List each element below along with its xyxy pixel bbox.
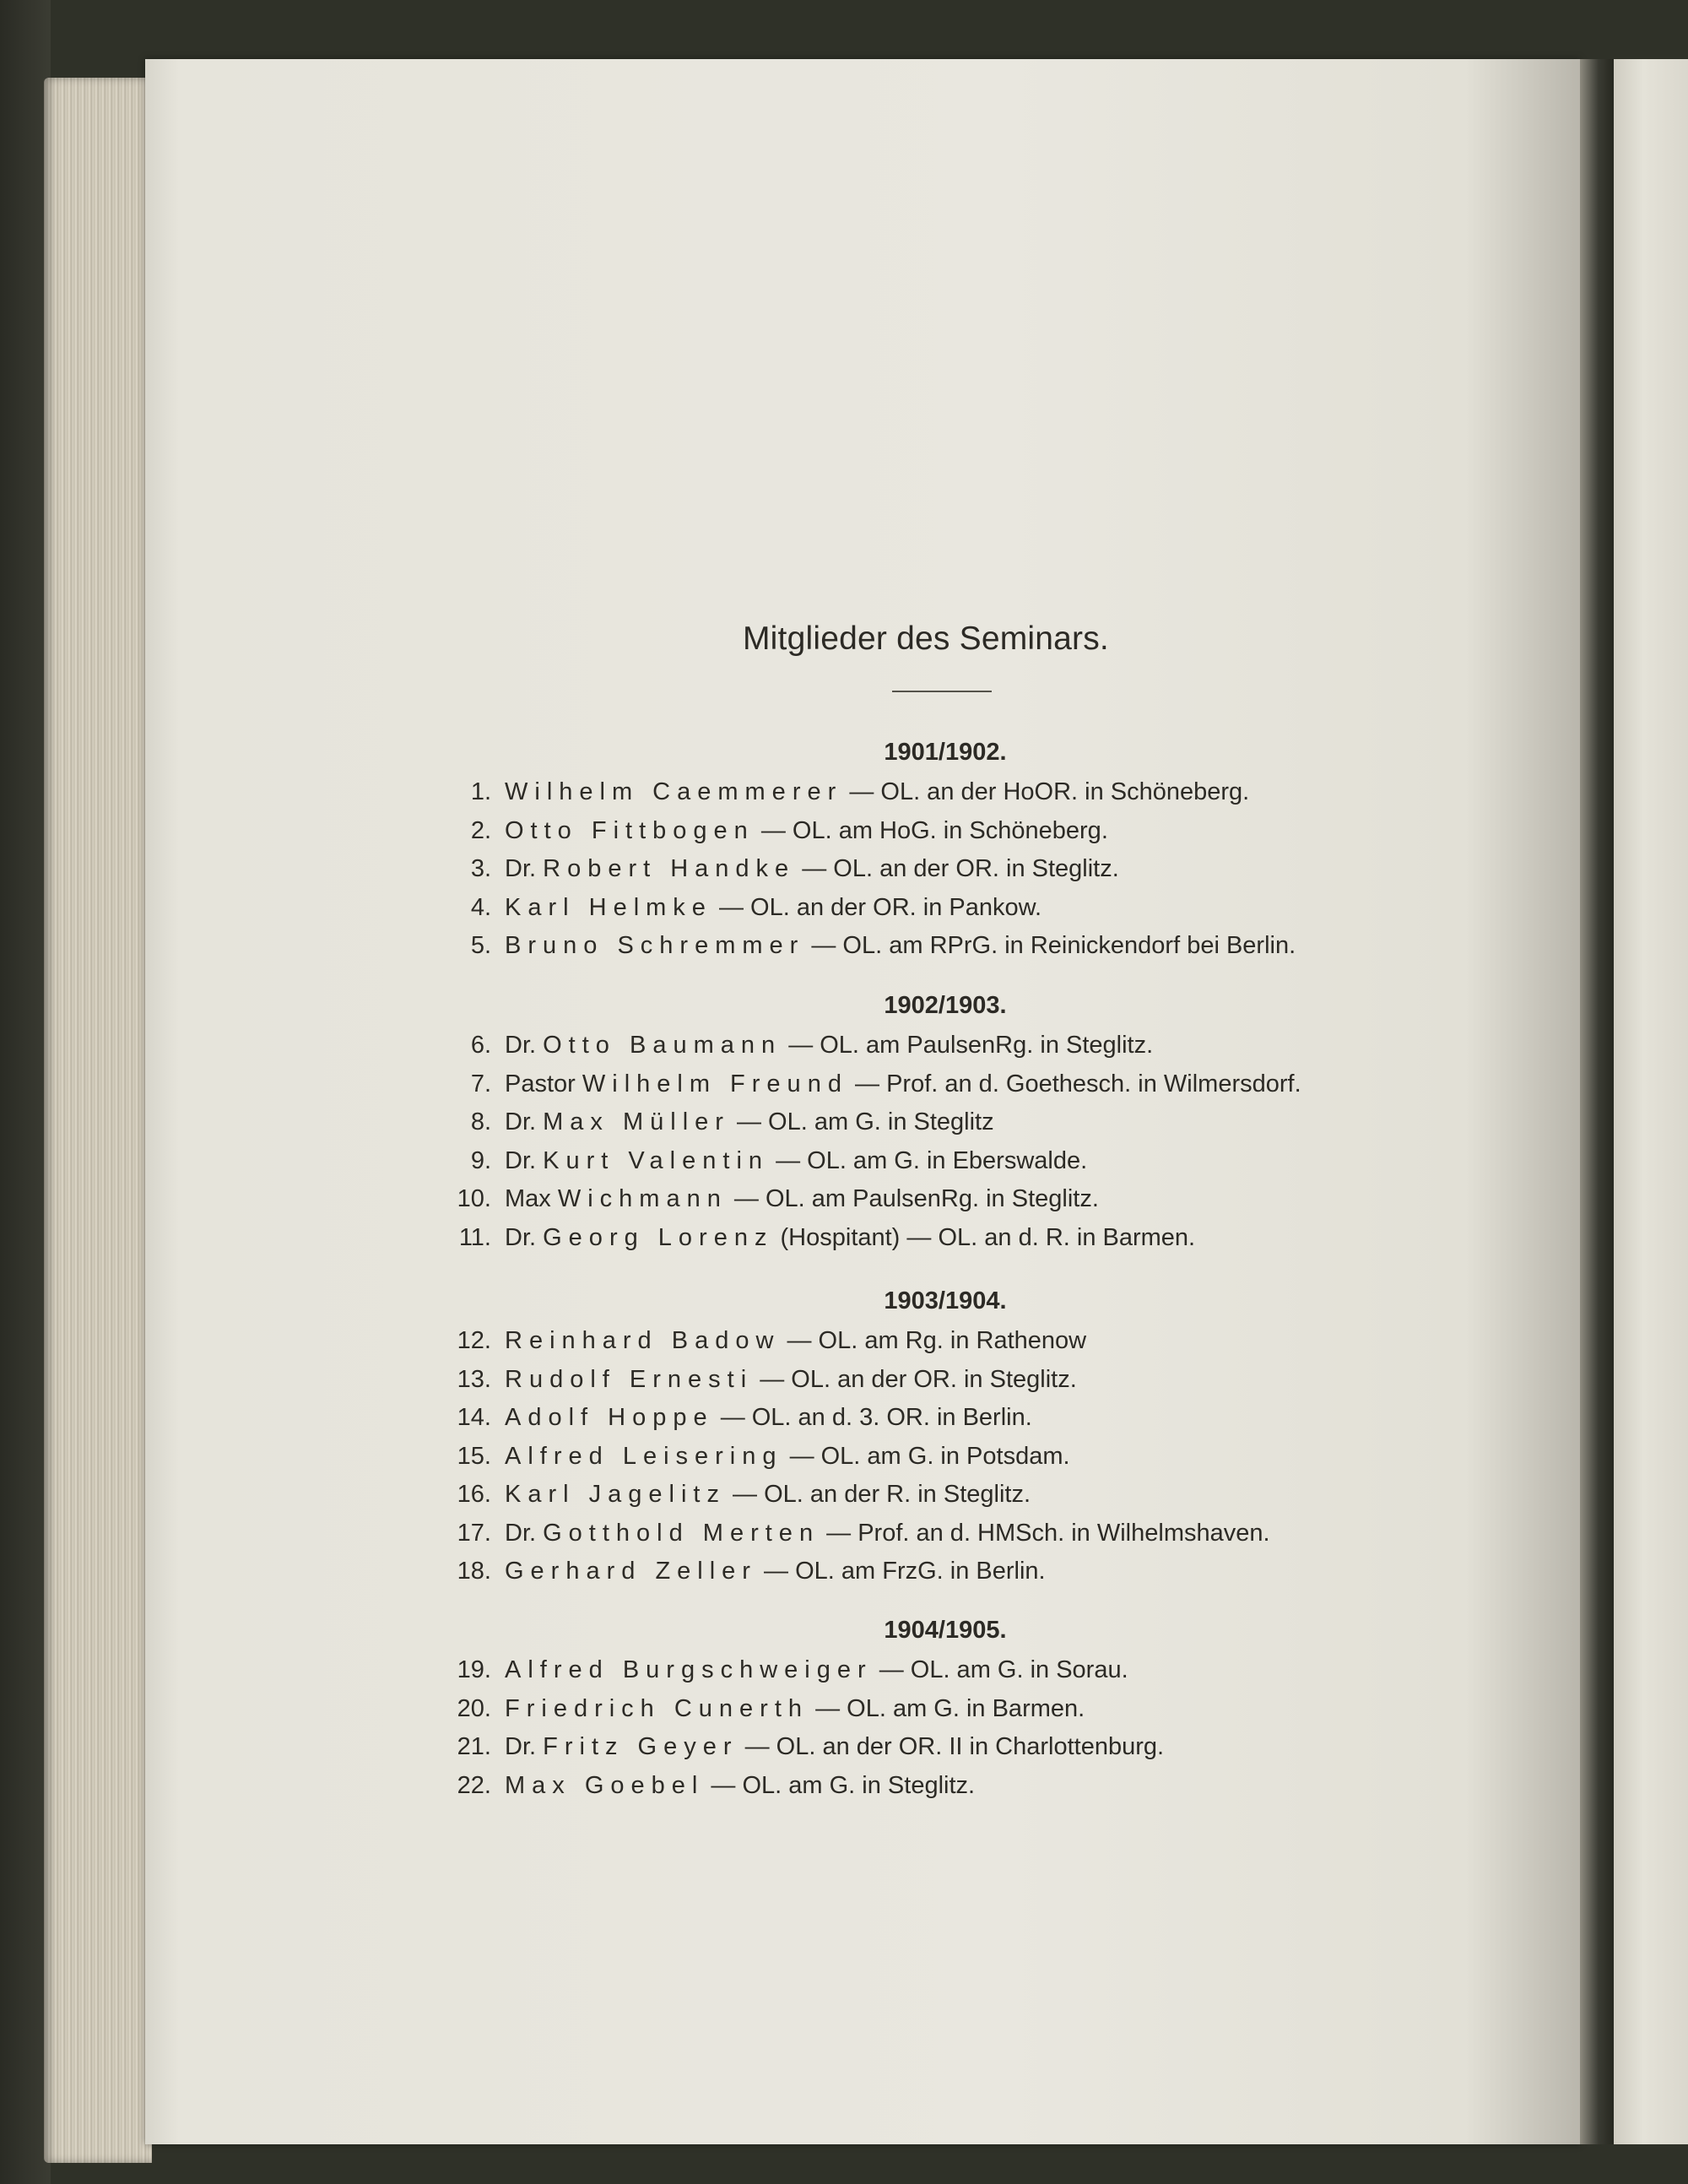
entry-number: 22. (457, 1771, 491, 1799)
entry-name: Otto Baumann (543, 1032, 782, 1059)
entry-detail: — OL. an der OR. in Steglitz. (802, 855, 1119, 882)
entry-name: Rudolf Ernesti (505, 1365, 754, 1393)
section-year: 1902/1903. (884, 992, 1007, 1019)
member-entry (447, 855, 1119, 889)
entry-number: 3. (470, 855, 491, 882)
entry-number: 6. (470, 1032, 491, 1059)
section-year: 1901/1902. (884, 739, 1007, 766)
entry-prefix: Max (505, 1185, 551, 1212)
member-entry (447, 1443, 1070, 1477)
entry-prefix: Dr. (505, 1032, 537, 1059)
entry-number: 15. (457, 1442, 491, 1470)
entry-number: 13. (457, 1365, 491, 1393)
entry-prefix: Dr. (505, 1108, 537, 1135)
entry-detail: — OL. am PaulsenRg. in Steglitz. (733, 1185, 1099, 1212)
page-title: Mitglieder des Seminars. (743, 621, 1109, 657)
entry-detail: — OL. am RPrG. in Reinickendorf bei Berlin. (811, 932, 1296, 959)
member-entry (447, 817, 1108, 851)
entry-detail: — OL. am G. in Steglitz (737, 1108, 994, 1135)
entry-number: 5. (470, 932, 491, 959)
entry-name: Wilhelm Freund (582, 1070, 848, 1097)
entry-name: Robert Handke (543, 855, 796, 882)
entry-number: 8. (470, 1108, 491, 1135)
member-entry (447, 1327, 1086, 1361)
entry-number: 2. (470, 816, 491, 844)
member-entry (447, 1695, 1085, 1729)
entry-number: 4. (470, 893, 491, 921)
entry-number: 12. (457, 1327, 491, 1354)
member-entry (447, 1224, 1195, 1258)
member-entry (447, 1733, 1164, 1767)
entry-number: 16. (457, 1481, 491, 1508)
entry-number: 1. (470, 778, 491, 805)
member-entry (447, 1558, 1046, 1591)
entry-detail: — OL. an der OR. in Steglitz. (760, 1365, 1077, 1393)
entry-number: 9. (470, 1146, 491, 1174)
entry-prefix: Dr. (505, 1733, 537, 1760)
entry-detail: — OL. am Rg. in Rathenow (787, 1327, 1087, 1354)
section-year: 1903/1904. (884, 1287, 1007, 1314)
entry-number: 11. (458, 1223, 491, 1251)
member-entry (447, 894, 1041, 928)
entry-name: Reinhard Badow (505, 1327, 781, 1354)
entry-detail: — OL. an der OR. in Pankow. (719, 893, 1042, 921)
entry-name: Bruno Schremmer (505, 932, 805, 959)
entry-prefix: Dr. (505, 1146, 537, 1174)
entry-number: 21. (457, 1733, 491, 1760)
entry-name: Adolf Hoppe (505, 1404, 714, 1431)
entry-name: Max Müller (543, 1108, 730, 1135)
entry-name: Karl Helmke (505, 893, 712, 921)
entry-prefix: Dr. (505, 1519, 537, 1547)
entry-name: Gerhard Zeller (505, 1558, 757, 1585)
entry-number: 10. (457, 1185, 491, 1212)
member-entry (447, 1185, 1099, 1219)
entry-name: Alfred Burgschweiger (505, 1656, 873, 1683)
entry-detail: — OL. an d. 3. OR. in Berlin. (720, 1404, 1032, 1431)
title-rule (892, 691, 992, 692)
entry-detail: — Prof. an d. Goethesch. in Wilmersdorf. (855, 1070, 1301, 1097)
entry-number: 7. (470, 1070, 491, 1097)
entry-detail: — OL. an der R. in Steglitz. (733, 1481, 1031, 1508)
member-entry (447, 1147, 1087, 1181)
entry-detail: — OL. am HoG. in Schöneberg. (760, 816, 1108, 844)
entry-detail: — OL. am G. in Eberswalde. (776, 1146, 1088, 1174)
entry-name: Georg Lorenz (543, 1223, 774, 1251)
entry-detail: — Prof. an d. HMSch. in Wilhelmshaven. (826, 1519, 1270, 1547)
entry-number: 20. (457, 1694, 491, 1722)
entry-name: Wilhelm Caemmerer (505, 778, 843, 805)
entry-number: 17. (457, 1519, 491, 1547)
entry-prefix: Dr. (505, 855, 537, 882)
entry-detail: — OL. am G. in Sorau. (879, 1656, 1128, 1683)
entry-detail: — OL. am PaulsenRg. in Steglitz. (788, 1032, 1154, 1059)
member-entry (447, 1656, 1128, 1690)
entry-name: Friedrich Cunerth (505, 1694, 809, 1722)
entry-name: Karl Jagelitz (505, 1481, 726, 1508)
entry-prefix: Pastor (505, 1070, 576, 1097)
entry-suffix: (Hospitant) (780, 1223, 901, 1251)
entry-detail: — OL. am G. in Steglitz. (711, 1771, 976, 1799)
entry-name: Max Goebel (505, 1771, 705, 1799)
entry-prefix: Dr. (505, 1223, 537, 1251)
entry-name: Wichmann (557, 1185, 728, 1212)
member-entry (447, 1772, 975, 1806)
member-entry (447, 778, 1249, 812)
entry-name: Otto Fittbogen (505, 816, 755, 844)
member-entry (447, 1108, 994, 1142)
member-entry (447, 1481, 1031, 1515)
member-entry (447, 1520, 1270, 1553)
entry-detail: — OL. am G. in Potsdam. (789, 1442, 1070, 1470)
entry-number: 14. (457, 1404, 491, 1431)
entry-detail: — OL. am G. in Barmen. (815, 1694, 1085, 1722)
entry-number: 18. (457, 1558, 491, 1585)
member-entry (447, 1366, 1077, 1400)
entry-name: Gotthold Merten (543, 1519, 820, 1547)
member-entry (447, 932, 1296, 966)
entry-detail: — OL. an der OR. II in Charlottenburg. (744, 1733, 1165, 1760)
entry-detail: — OL. am FrzG. in Berlin. (764, 1558, 1046, 1585)
entry-detail: — OL. an der HoOR. in Schöneberg. (849, 778, 1250, 805)
entry-name: Fritz Geyer (543, 1733, 738, 1760)
member-entry (447, 1032, 1153, 1065)
entry-number: 19. (457, 1656, 491, 1683)
entry-name: Kurt Valentin (543, 1146, 770, 1174)
member-entry (447, 1070, 1301, 1104)
member-entry (447, 1404, 1032, 1438)
entry-detail: — OL. an d. R. in Barmen. (906, 1223, 1196, 1251)
entry-name: Alfred Leisering (505, 1442, 783, 1470)
section-year: 1904/1905. (884, 1617, 1007, 1644)
